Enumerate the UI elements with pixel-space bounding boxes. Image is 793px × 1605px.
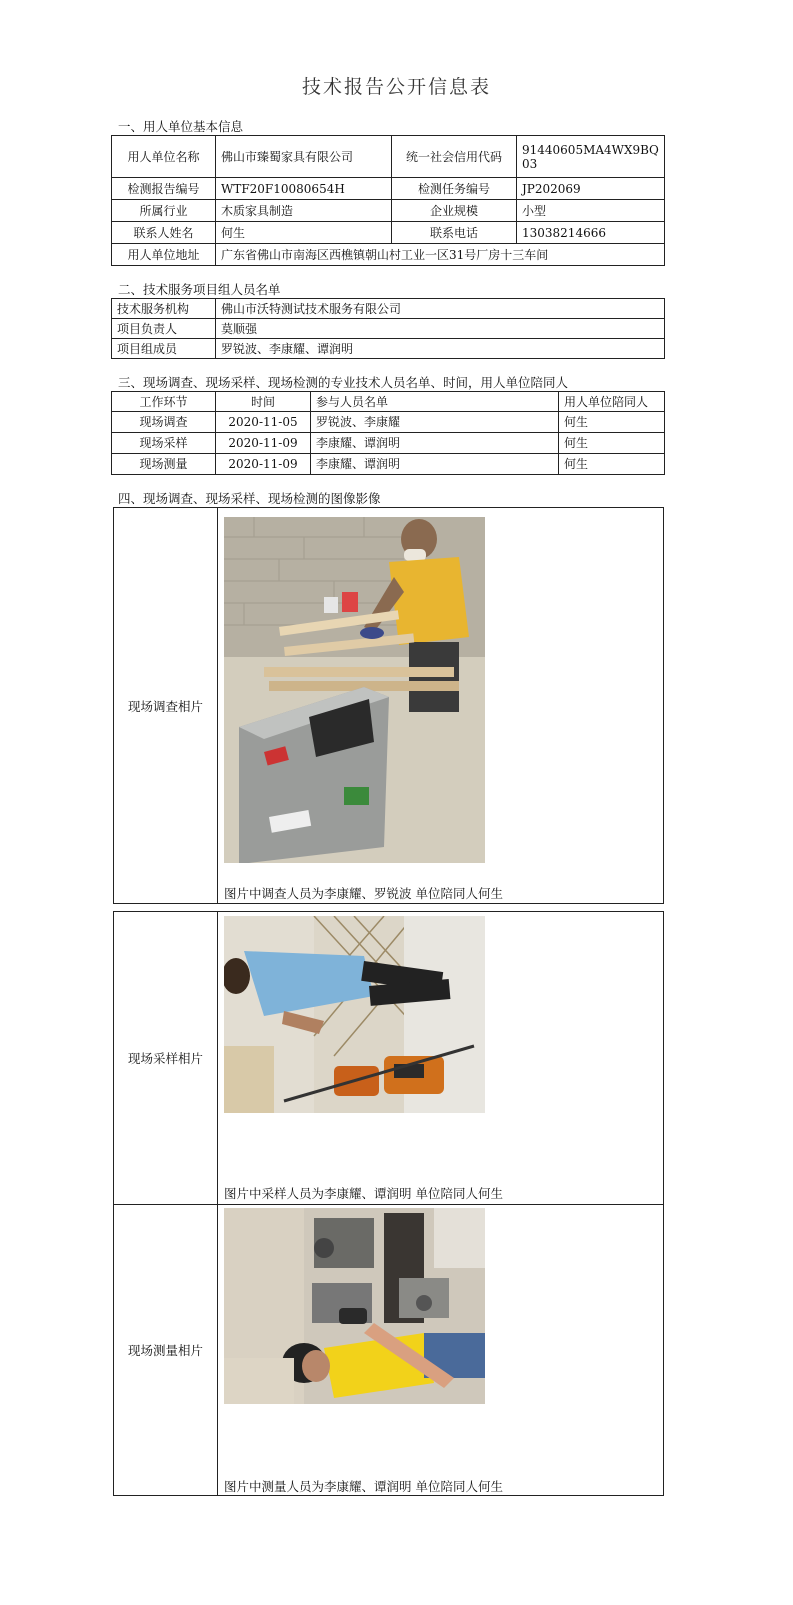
participants-cell: 罗锐波、李康耀 <box>311 412 559 433</box>
section-3-heading: 三、现场调查、现场采样、现场检测的专业技术人员名单、时间，用人单位陪同人 <box>118 375 569 390</box>
date-cell: 2020-11-09 <box>216 454 311 475</box>
team-table <box>111 298 665 359</box>
date-cell: 2020-11-05 <box>216 412 311 433</box>
basic-info-table <box>111 135 665 266</box>
company-size: 小型 <box>517 200 665 222</box>
label-cell: 联系电话 <box>392 222 517 244</box>
stage-cell: 现场测量 <box>112 454 216 475</box>
label-cell: 所属行业 <box>112 200 216 222</box>
section-2-heading: 二、技术服务项目组人员名单 <box>118 282 281 297</box>
stage-cell: 现场调查 <box>112 412 216 433</box>
measurement-photo-label: 现场测量相片 <box>114 1205 218 1495</box>
table-row <box>112 178 665 200</box>
task-number: JP202069 <box>517 178 665 200</box>
survey-photo-block <box>113 507 664 904</box>
column-header: 用人单位陪同人 <box>559 392 665 412</box>
project-lead: 莫顺强 <box>216 319 665 339</box>
field-work-table <box>111 391 665 475</box>
table-row <box>112 454 665 475</box>
column-header: 参与人员名单 <box>311 392 559 412</box>
participants-cell: 李康耀、谭润明 <box>311 433 559 454</box>
table-row <box>112 136 665 178</box>
team-members: 罗锐波、李康耀、谭润明 <box>216 339 665 359</box>
label-cell: 企业规模 <box>392 200 517 222</box>
measurement-photo-block <box>113 1204 664 1496</box>
label-cell: 技术服务机构 <box>112 299 216 319</box>
company-name: 佛山市臻蜀家具有限公司 <box>216 136 392 178</box>
contact-name: 何生 <box>216 222 392 244</box>
report-number: WTF20F10080654H <box>216 178 392 200</box>
label-cell: 用人单位地址 <box>112 244 216 266</box>
table-row <box>112 433 665 454</box>
table-row <box>112 339 665 359</box>
sampling-photo-caption: 图片中采样人员为李康耀、谭润明 单位陪同人何生 <box>224 1186 503 1201</box>
label-cell: 统一社会信用代码 <box>392 136 517 178</box>
label-cell: 项目负责人 <box>112 319 216 339</box>
table-row <box>112 244 665 266</box>
contact-phone: 13038214666 <box>517 222 665 244</box>
label-cell: 用人单位名称 <box>112 136 216 178</box>
table-row <box>112 200 665 222</box>
table-row <box>112 222 665 244</box>
table-row <box>112 412 665 433</box>
survey-photo-caption: 图片中调查人员为李康耀、罗锐波 单位陪同人何生 <box>224 886 503 901</box>
measurement-photo <box>224 1208 485 1404</box>
label-cell: 检测任务编号 <box>392 178 517 200</box>
sampling-photo <box>224 916 485 1113</box>
label-cell: 项目组成员 <box>112 339 216 359</box>
table-header-row <box>112 392 665 412</box>
column-header: 工作环节 <box>112 392 216 412</box>
survey-photo-label: 现场调查相片 <box>114 508 218 903</box>
sampling-photo-label: 现场采样相片 <box>114 912 218 1204</box>
table-row <box>112 319 665 339</box>
credit-code: 91440605MA4WX9BQ03 <box>517 136 665 178</box>
section-1-heading: 一、用人单位基本信息 <box>118 119 244 134</box>
section-4-heading: 四、现场调查、现场采样、现场检测的图像影像 <box>118 491 381 506</box>
company-address: 广东省佛山市南海区西樵镇朝山村工业一区31号厂房十三车间 <box>216 244 665 266</box>
label-cell: 联系人姓名 <box>112 222 216 244</box>
service-org: 佛山市沃特测试技术服务有限公司 <box>216 299 665 319</box>
escort-cell: 何生 <box>559 412 665 433</box>
page-title: 技术报告公开信息表 <box>301 76 491 98</box>
participants-cell: 李康耀、谭润明 <box>311 454 559 475</box>
table-row <box>112 299 665 319</box>
escort-cell: 何生 <box>559 433 665 454</box>
date-cell: 2020-11-09 <box>216 433 311 454</box>
industry: 木质家具制造 <box>216 200 392 222</box>
survey-photo <box>224 517 485 863</box>
sampling-photo-block <box>113 911 664 1205</box>
stage-cell: 现场采样 <box>112 433 216 454</box>
measurement-photo-caption: 图片中测量人员为李康耀、谭润明 单位陪同人何生 <box>224 1479 503 1494</box>
escort-cell: 何生 <box>559 454 665 475</box>
label-cell: 检测报告编号 <box>112 178 216 200</box>
column-header: 时间 <box>216 392 311 412</box>
